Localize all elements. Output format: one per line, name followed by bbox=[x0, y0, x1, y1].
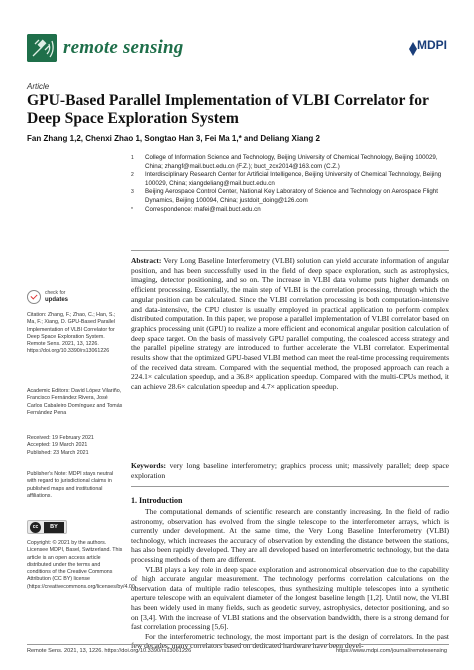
publisher-name: MDPI bbox=[417, 38, 447, 52]
affiliation-3 bbox=[131, 188, 456, 205]
keywords-text: very long baseline interferometry; graphics process unit; massively parallel; deep space exploration bbox=[131, 461, 449, 480]
affiliation-1 bbox=[131, 154, 456, 171]
published-date: Published: 23 March 2021 bbox=[27, 449, 89, 456]
paper-title: GPU-Based Parallel Implementation of VLBI Correlator for Deep Space Exploration System bbox=[27, 92, 429, 127]
affiliation-number: * bbox=[131, 206, 133, 213]
cc-license-badge[interactable] bbox=[27, 520, 67, 534]
check-updates-icon bbox=[27, 290, 41, 304]
copyright-block: Copyright: © 2021 by the authors. Licensee MDPI, Basel, Switzerland. This article is an open access article distributed under the terms and conditions of the Creative Commons Attribution (CC BY) license (https://creativecommons.org/licenses/by/4.0/). bbox=[27, 540, 137, 590]
footer-rule bbox=[27, 644, 449, 645]
affiliation-text: Beijing Aerospace Control Center, National Key Laboratory of Science and Technology on Aerospace Flight Dynamics, Beijing 100094, China; justdoit_doing@126.com bbox=[145, 188, 438, 204]
abstract bbox=[131, 256, 449, 392]
footer-citation: Remote Sens. 2021, 13, 1226. https://doi.org/10.3390/rs13061226 bbox=[27, 648, 192, 654]
journal-header bbox=[27, 34, 447, 66]
dates-block bbox=[27, 435, 123, 457]
by-icon: BY bbox=[44, 522, 64, 533]
abstract-top-rule bbox=[131, 250, 449, 251]
keywords-bottom-rule bbox=[131, 486, 449, 487]
journal-logo-icon bbox=[27, 34, 57, 62]
academic-editors: Academic Editors: David López Vilariño, Francisco Fernández Rivera, José Carlos Cabaleiro Domínguez and Tomás Fernández Pena bbox=[27, 388, 123, 416]
intro-paragraph-2: VLBI plays a key role in deep space exploration and astronomical observation due to the capability of high accurate angular measurement. The technology performs correlation calculations on the observation data of multiple radio telescopes, thus synthesizing multiple telescopes into a synthetic aperture telescope with an equivalent diameter of the longest baseline length [1,2]. Until now, the VLBI has been widely used in many fields, such as geodetic survey, astrophysics, detector positioning, and so on [3,4]. With the increase of VLBI stations and the observation bandwidth, there is a strong demand for fast correlation processing [5,6]. bbox=[131, 564, 449, 632]
intro-paragraph-1: The computational demands of scientific research are constantly increasing. In the field of radio astronomy, observation has evolved from the single telescope to the interferometer arrays, which is currently under development. At the same time, the Very Long Baseline Interferometry (VLBI) technology, which increases the accuracy of observation by extending the distance between the stations, has also been rapidly developed. They are all developed based on interferometric technology, but the data processing methods of them are different. bbox=[131, 507, 449, 564]
affiliation-text: Correspondence: mafei@mail.buct.edu.cn bbox=[145, 205, 261, 213]
keywords bbox=[131, 461, 449, 480]
correspondence bbox=[131, 206, 456, 215]
abstract-label: Abstract: bbox=[131, 256, 162, 265]
publisher-note: Publisher's Note: MDPI stays neutral with regard to jurisdictional claims in published maps and institutional affiliations. bbox=[27, 471, 114, 499]
journal-name: remote sensing bbox=[63, 37, 184, 58]
check-updates-line1: check for bbox=[45, 290, 66, 296]
check-for-updates-button[interactable] bbox=[27, 290, 97, 306]
article-type: Article bbox=[27, 82, 50, 91]
abstract-text: Very Long Baseline Interferometry (VLBI) solution can yield accurate information of angular position, and has been successfully used in the field of deep space exploration, such as astrophysics, imaging, detector positioning, and so on. The increase in VLBI data volume puts higher demands on efficient processing. Essentially, the main step of VLBI is the correlation processing, through which the angular position can be calculated. Since the VLBI correlation processing is both computation-intensive and data-intensive, the CPU cluster is usually employed in practical application to perform complex distributed computation. In this paper, we propose a parallel implementation of VLBI correlator based on graphics processing unit (GPU) to realize a more efficient and economical angular position calculation of deep space target. On the basis of massively GPU parallel computing, the coalesced access strategy and the parallel pipeline strategy are introduced to further accelerate the VLBI correlator. Experimental results show that the optimized GPU-based VLBI method can meet the real-time processing requirements of the received data stream. Compared with the sequential method, the proposed approach can reach a 224.1× calculation speedup, and a 36.8× application speedup. Compared with the multi-CPUs method, it can achieve 28.6× calculation speedup and 4.7× application speedup. bbox=[131, 256, 449, 392]
intro-paragraph-3: For the interferometric technology, the most important part is the design of correlators. In the past few decades, many correlators based on dedicated hardware have been devel- bbox=[131, 631, 449, 651]
footer-journal-link[interactable]: https://www.mdpi.com/journal/remotesensing bbox=[336, 648, 447, 654]
cc-icon: cc bbox=[30, 522, 41, 533]
author-list: Fan Zhang 1,2, Chenxi Zhao 1, Songtao Han 3, Fei Ma 1,* and Deliang Xiang 2 bbox=[27, 134, 320, 143]
affiliation-number: 3 bbox=[131, 189, 134, 196]
section-heading: 1. Introduction bbox=[131, 496, 183, 505]
keywords-label: Keywords: bbox=[131, 461, 166, 470]
affiliation-text: Interdisciplinary Research Center for Artificial Intelligence, Beijing University of Chemical Technology, Beijing 100029, China; xiangdeliang@mail.buct.edu.cn bbox=[145, 171, 442, 187]
affiliation-number: 1 bbox=[131, 155, 134, 161]
received-date: Received: 19 February 2021 bbox=[27, 435, 94, 441]
affiliation-number: 2 bbox=[131, 172, 134, 179]
affiliation-2 bbox=[131, 171, 456, 188]
affiliations bbox=[131, 154, 456, 214]
check-updates-line2: updates bbox=[45, 296, 69, 303]
affiliation-text: College of Information Science and Technology, Beijing University of Chemical Technology, Beijing 100029, China; zhangf@mail.buct.edu.cn (F.Z.); buct_zcx2014@163.com (C.Z.) bbox=[145, 154, 438, 170]
check-updates-label bbox=[45, 290, 68, 303]
citation-block: Citation: Zhang, F.; Zhao, C.; Han, S.; Ma, F.; Xiang, D. GPU-Based Parallel Implementation of VLBI Correlator for Deep Space Exploration System. Remote Sens. 2021, 13, 1226. https://doi.org/10.3390/rs13061226 bbox=[27, 312, 116, 355]
introduction-body bbox=[131, 507, 449, 651]
accepted-date: Accepted: 19 March 2021 bbox=[27, 442, 88, 449]
